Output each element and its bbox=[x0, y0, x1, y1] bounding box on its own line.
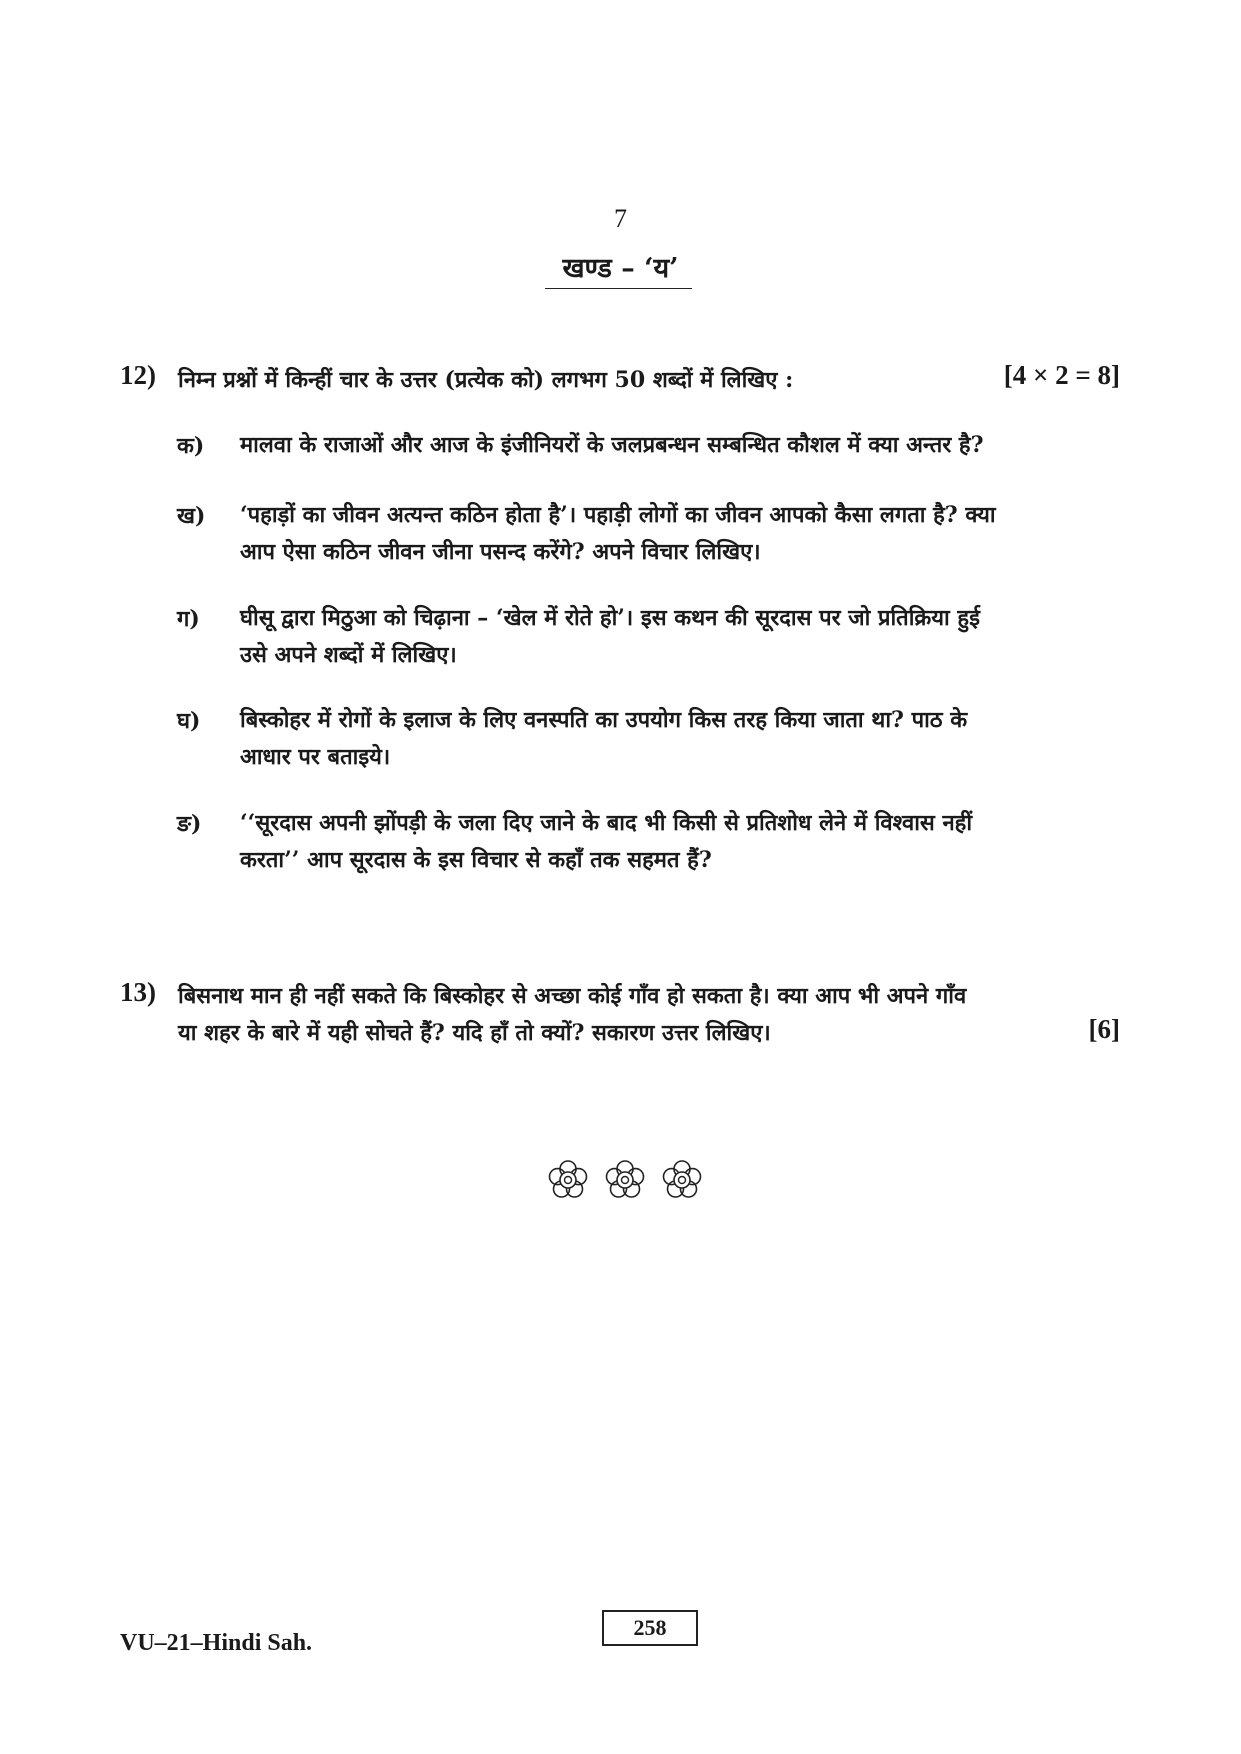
sub-question-ka-line-1: मालवा के राजाओं और आज के इंजीनियरों के जलप्रबन्धन सम्बन्धित कौशल में क्या अन्तर है? bbox=[240, 432, 984, 458]
question-13-marks: [6] bbox=[1088, 1014, 1120, 1044]
sub-question-ga-line-1: घीसू द्वारा मिठुआ को चिढ़ाना – ‘खेल में रोते हो’। इस कथन की सूरदास पर जो प्रतिक्रिया हुई bbox=[240, 605, 980, 631]
sub-question-kha-label: ख) bbox=[177, 503, 206, 529]
flower-icon bbox=[607, 1161, 644, 1197]
section-title: खण्ड – ‘य’ bbox=[562, 253, 679, 284]
sub-question-kha-line-2: आप ऐसा कठिन जीवन जीना पसन्द करेंगे? अपने विचार लिखिए। bbox=[240, 539, 761, 565]
question-12-text: निम्न प्रश्नों में किन्हीं चार के उत्तर (प्रत्येक को) लगभग 50 शब्दों में लिखिए : bbox=[178, 367, 794, 393]
page-number: 7 bbox=[614, 204, 627, 233]
flower-icon bbox=[664, 1161, 701, 1197]
sub-question-kha-line-1: ‘पहाड़ों का जीवन अत्यन्त कठिन होता है’। पहाड़ी लोगों का जीवन आपको कैसा लगता है? क्या bbox=[240, 502, 996, 528]
question-13-text bbox=[178, 978, 1078, 1052]
sub-question-gha-text bbox=[240, 702, 1130, 776]
paper-code: VU–21–Hindi Sah. bbox=[120, 1630, 313, 1656]
sub-question-gha-line-1: बिस्कोहर में रोगों के इलाज के लिए वनस्पति का उपयोग किस तरह किया जाता था? पाठ के bbox=[240, 707, 968, 733]
sub-question-nga-line-1: ‘‘सूरदास अपनी झोंपड़ी के जला दिए जाने के बाद भी किसी से प्रतिशोध लेने में विश्वास नहीं bbox=[240, 810, 973, 836]
end-ornament bbox=[540, 1153, 710, 1205]
section-title-underline bbox=[545, 288, 692, 289]
sub-question-kha-text bbox=[240, 497, 1130, 571]
page-serial-box: 258 bbox=[602, 1610, 698, 1646]
sub-question-nga-line-2: करता’’ आप सूरदास के इस विचार से कहाँ तक सहमत हैं? bbox=[240, 847, 712, 873]
sub-question-ga-label: ग) bbox=[177, 606, 200, 632]
sub-question-nga-text bbox=[240, 805, 1130, 879]
question-13-line-1: बिसनाथ मान ही नहीं सकते कि बिस्कोहर से अच्छा कोई गाँव हो सकता है। क्या आप भी अपने गाँव bbox=[178, 983, 967, 1009]
flower-icon bbox=[550, 1161, 587, 1197]
sub-question-ga-text bbox=[240, 600, 1130, 674]
question-13-number: 13) bbox=[120, 977, 156, 1007]
question-12-marks: [4 × 2 = 8] bbox=[1003, 360, 1120, 390]
question-12-number: 12) bbox=[120, 360, 156, 390]
sub-question-ga-line-2: उसे अपने शब्दों में लिखिए। bbox=[240, 642, 457, 668]
question-13-line-2: या शहर के बारे में यही सोचते हैं? यदि हाँ तो क्यों? सकारण उत्तर लिखिए। bbox=[178, 1020, 771, 1046]
sub-question-gha-label: घ) bbox=[177, 708, 201, 734]
sub-question-gha-line-2: आधार पर बताइये। bbox=[240, 744, 391, 770]
sub-question-ka-text bbox=[240, 427, 1125, 464]
sub-question-nga-label: ङ) bbox=[177, 811, 202, 837]
sub-question-ka-label: क) bbox=[177, 433, 205, 459]
